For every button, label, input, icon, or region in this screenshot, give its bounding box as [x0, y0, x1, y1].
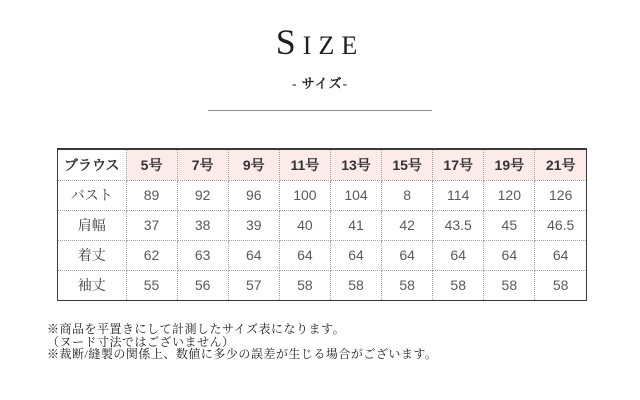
value-cell: 92 [177, 180, 228, 210]
value-cell: 64 [330, 240, 381, 270]
corner-header-cell: ブラウス [58, 150, 126, 180]
value-cell: 64 [535, 240, 586, 270]
value-cell: 40 [279, 210, 330, 240]
table-row [58, 240, 586, 270]
value-cell: 114 [433, 180, 484, 210]
row-label-cell: 袖丈 [58, 270, 126, 300]
size-header-cell: 19号 [484, 150, 535, 180]
table-row [58, 180, 586, 210]
table-row [58, 210, 586, 240]
value-cell: 42 [382, 210, 433, 240]
value-cell: 57 [228, 270, 279, 300]
size-header-cell: 7号 [177, 150, 228, 180]
value-cell: 55 [126, 270, 177, 300]
value-cell: 126 [535, 180, 586, 210]
value-cell: 89 [126, 180, 177, 210]
value-cell: 56 [177, 270, 228, 300]
value-cell: 63 [177, 240, 228, 270]
footnote-line: ※裁断/縫製の関係上、数値に多少の誤差が生じる場合がございます。 [47, 347, 438, 361]
value-cell: 39 [228, 210, 279, 240]
footnote-line: ※商品を平置きにして計測したサイズ表になります。 [47, 322, 346, 336]
value-cell: 58 [382, 270, 433, 300]
size-table-body [58, 180, 586, 300]
value-cell: 37 [126, 210, 177, 240]
size-table [58, 150, 586, 300]
value-cell: 58 [535, 270, 586, 300]
value-cell: 38 [177, 210, 228, 240]
value-cell: 64 [279, 240, 330, 270]
value-cell: 104 [330, 180, 381, 210]
size-header-cell: 9号 [228, 150, 279, 180]
value-cell: 43.5 [433, 210, 484, 240]
size-title-block [0, 24, 640, 92]
value-cell: 58 [279, 270, 330, 300]
row-label-cell: 着丈 [58, 240, 126, 270]
value-cell: 120 [484, 180, 535, 210]
size-table-container [57, 148, 587, 301]
value-cell: 64 [228, 240, 279, 270]
size-header-cell: 11号 [279, 150, 330, 180]
size-table-header-row [58, 150, 586, 180]
page-subtitle: - サイズ- [292, 76, 348, 91]
value-cell: 64 [484, 240, 535, 270]
size-header-cell: 21号 [535, 150, 586, 180]
row-label-cell: バスト [58, 180, 126, 210]
value-cell: 100 [279, 180, 330, 210]
value-cell: 58 [433, 270, 484, 300]
footnotes [47, 323, 437, 361]
value-cell: 62 [126, 240, 177, 270]
value-cell: 64 [382, 240, 433, 270]
value-cell: 64 [433, 240, 484, 270]
page-title-rest: IZE [302, 31, 365, 60]
value-cell: 96 [228, 180, 279, 210]
title-divider-line [208, 110, 432, 111]
value-cell: 58 [330, 270, 381, 300]
value-cell: 8 [382, 180, 433, 210]
table-row [58, 270, 586, 300]
value-cell: 45 [484, 210, 535, 240]
size-header-cell: 13号 [330, 150, 381, 180]
size-header-cell: 17号 [433, 150, 484, 180]
value-cell: 58 [484, 270, 535, 300]
size-header-cell: 15号 [382, 150, 433, 180]
page-title-initial: S [275, 22, 303, 62]
footnote-line: （ヌード寸法ではございません） [47, 334, 235, 349]
row-label-cell: 肩幅 [58, 210, 126, 240]
value-cell: 46.5 [535, 210, 586, 240]
size-header-cell: 5号 [126, 150, 177, 180]
value-cell: 41 [330, 210, 381, 240]
page-title [0, 24, 640, 60]
